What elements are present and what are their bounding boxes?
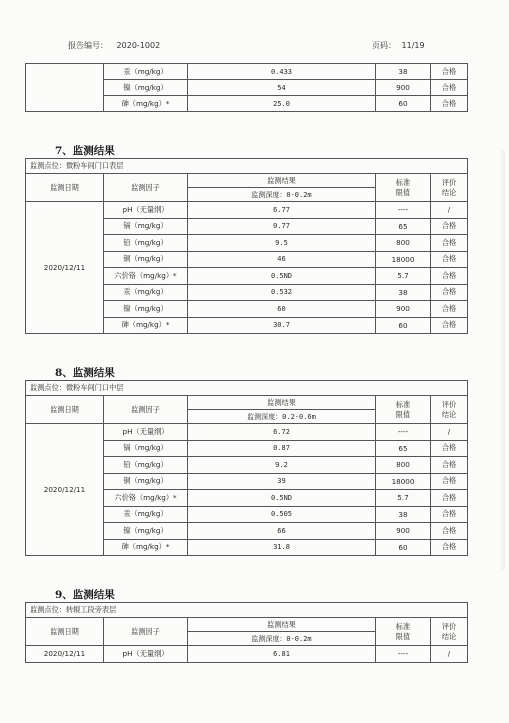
limit-cell: ---- [376,202,431,219]
limit-cell: 800 [376,235,431,252]
conclusion-cell: 合格 [431,268,468,285]
section-title: 7、监测结果 [55,145,115,157]
factor-cell: 铅（mg/kg） [104,235,188,252]
result-cell: 0.433 [188,64,376,80]
col-header-limit-line2: 限值 [395,631,411,641]
page-number [372,40,425,51]
report-number [68,40,160,51]
conclusion-cell: 合格 [431,490,468,507]
factor-cell: 铅（mg/kg） [104,457,188,474]
result-cell: 0.5ND [188,490,376,507]
page-number-label: 页码： [372,41,396,50]
result-cell: 31.8 [188,539,376,556]
result-cell: 39 [188,473,376,490]
col-header-factor: 监测因子 [104,618,188,646]
col-header-date: 监测日期 [26,174,104,202]
page-number-value: 11/19 [401,41,425,50]
limit-cell: 5.7 [376,490,431,507]
conclusion-cell: 合格 [431,218,468,235]
col-header-eval-line2: 结论 [441,409,457,419]
depth-cell: 监测深度：0.2-0.6m [188,410,376,424]
conclusion-cell: 合格 [431,317,468,334]
result-cell: 6.72 [188,424,376,441]
col-header-result: 监测结果 [188,618,376,632]
limit-cell: 60 [376,317,431,334]
result-cell: 60 [188,301,376,318]
depth-cell: 监测深度：0-0.2m [188,632,376,646]
factor-cell: 镍（mg/kg） [104,301,188,318]
conclusion-cell: 合格 [431,284,468,301]
factor-cell: 砷（mg/kg）* [104,96,188,112]
col-header-eval [431,174,468,202]
report-number-label: 报告编号： [68,41,108,50]
col-header-eval-line1: 评价 [441,399,457,409]
col-header-limit-line2: 限值 [395,409,411,419]
col-header-limit-line2: 限值 [395,187,411,197]
table-row [26,646,468,663]
factor-cell: 汞（mg/kg） [104,64,188,80]
factor-cell: 镍（mg/kg） [104,523,188,540]
factor-cell: pH（无量纲） [104,646,188,663]
limit-cell: 65 [376,218,431,235]
page-edge-seal [499,150,505,570]
location-cell: 监测点位：微粉车间门口表层 [26,159,468,174]
col-header-limit-line1: 标准 [395,621,411,631]
factor-cell: 镉（mg/kg） [104,440,188,457]
limit-cell: 65 [376,440,431,457]
col-header-limit [376,618,431,646]
col-header-limit [376,174,431,202]
col-header-eval-line1: 评价 [441,177,457,187]
result-cell: 66 [188,523,376,540]
factor-cell: 铜（mg/kg） [104,251,188,268]
result-cell: 0.505 [188,506,376,523]
result-cell: 0.77 [188,218,376,235]
col-header-limit [376,396,431,424]
conclusion-cell: 合格 [431,251,468,268]
conclusion-cell: 合格 [431,440,468,457]
section-title: 9、监测结果 [55,589,115,601]
limit-cell: 900 [376,301,431,318]
limit-cell: 5.7 [376,268,431,285]
table-row [26,202,468,219]
col-header-limit-line1: 标准 [395,399,411,409]
result-cell: 9.2 [188,457,376,474]
result-cell: 0.532 [188,284,376,301]
result-cell: 9.5 [188,235,376,252]
table-row [26,424,468,441]
factor-cell: 砷（mg/kg）* [104,317,188,334]
limit-cell: 38 [376,506,431,523]
col-header-limit-line1: 标准 [395,177,411,187]
conclusion-cell: / [431,424,468,441]
conclusion-cell: 合格 [431,64,468,80]
report-number-value: 2020-1002 [116,41,161,50]
conclusion-cell: 合格 [431,539,468,556]
table-row [26,64,468,80]
location-cell: 监测点位：转辊工段旁表层 [26,603,468,618]
result-cell: 0.87 [188,440,376,457]
location-cell: 监测点位：微粉车间门口中层 [26,381,468,396]
continuation-table [25,63,468,112]
date-cell: 2020/12/11 [26,424,104,556]
result-cell: 30.7 [188,317,376,334]
conclusion-cell: 合格 [431,473,468,490]
factor-cell: 镍（mg/kg） [104,80,188,96]
col-header-eval [431,618,468,646]
col-header-result: 监测结果 [188,396,376,410]
result-cell: 6.77 [188,202,376,219]
result-cell: 0.5ND [188,268,376,285]
conclusion-cell: 合格 [431,301,468,318]
conclusion-cell: / [431,646,468,663]
limit-cell: 38 [376,284,431,301]
conclusion-cell: 合格 [431,523,468,540]
result-cell: 25.0 [188,96,376,112]
factor-cell: 砷（mg/kg）* [104,539,188,556]
limit-cell: 18000 [376,251,431,268]
factor-cell: 六价铬（mg/kg）* [104,490,188,507]
factor-cell: pH（无量纲） [104,424,188,441]
result-cell: 54 [188,80,376,96]
date-cell: 2020/12/11 [26,646,104,663]
conclusion-cell: / [431,202,468,219]
limit-cell: 60 [376,96,431,112]
limit-cell: 900 [376,523,431,540]
factor-cell: 汞（mg/kg） [104,284,188,301]
result-cell: 46 [188,251,376,268]
date-cell [26,64,104,112]
col-header-date: 监测日期 [26,618,104,646]
results-table [25,380,468,556]
conclusion-cell: 合格 [431,235,468,252]
result-cell: 6.81 [188,646,376,663]
conclusion-cell: 合格 [431,96,468,112]
limit-cell: 800 [376,457,431,474]
col-header-result: 监测结果 [188,174,376,188]
depth-cell: 监测深度：0-0.2m [188,188,376,202]
section-title: 8、监测结果 [55,367,115,379]
col-header-factor: 监测因子 [104,396,188,424]
conclusion-cell: 合格 [431,80,468,96]
conclusion-cell: 合格 [431,506,468,523]
col-header-eval [431,396,468,424]
limit-cell: 60 [376,539,431,556]
col-header-eval-line2: 结论 [441,631,457,641]
col-header-eval-line2: 结论 [441,187,457,197]
limit-cell: 900 [376,80,431,96]
col-header-eval-line1: 评价 [441,621,457,631]
factor-cell: 铜（mg/kg） [104,473,188,490]
limit-cell: ---- [376,424,431,441]
col-header-factor: 监测因子 [104,174,188,202]
factor-cell: 六价铬（mg/kg）* [104,268,188,285]
factor-cell: 汞（mg/kg） [104,506,188,523]
date-cell: 2020/12/11 [26,202,104,334]
conclusion-cell: 合格 [431,457,468,474]
factor-cell: 镉（mg/kg） [104,218,188,235]
limit-cell: 18000 [376,473,431,490]
limit-cell: ---- [376,646,431,663]
limit-cell: 38 [376,64,431,80]
results-table [25,602,468,663]
factor-cell: pH（无量纲） [104,202,188,219]
col-header-date: 监测日期 [26,396,104,424]
results-table [25,158,468,334]
